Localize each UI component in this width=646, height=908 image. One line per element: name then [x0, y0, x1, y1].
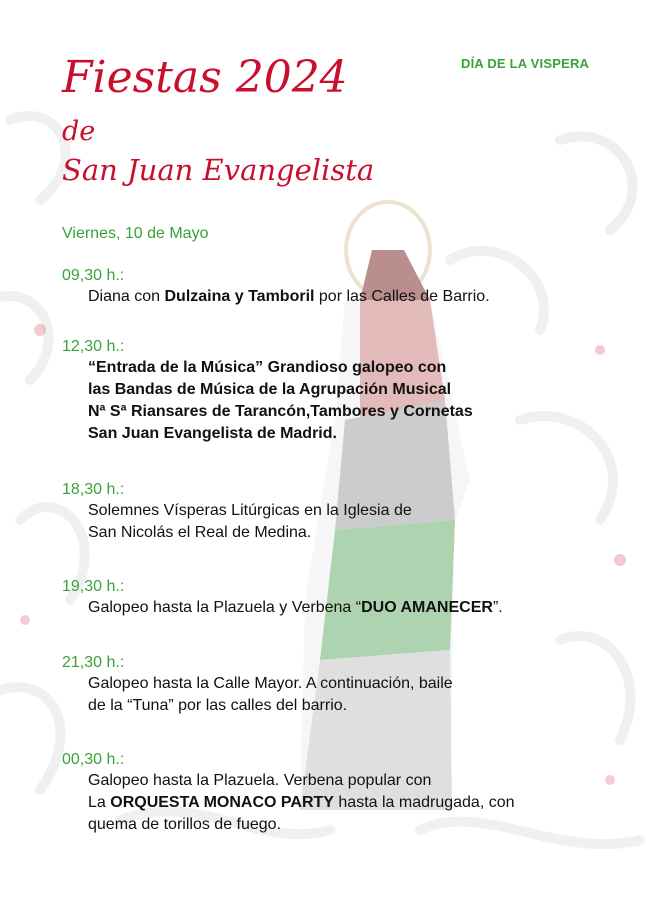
- event-time: 21,30 h.:: [62, 654, 125, 671]
- event-time: 12,30 h.:: [62, 338, 125, 355]
- description-text: de la “Tuna” por las calles del barrio.: [88, 697, 348, 714]
- description-text: San Juan Evangelista de Madrid.: [88, 425, 337, 442]
- description-line: [88, 522, 632, 544]
- description-text: Nª Sª Riansares de Tarancón,Tambores y Cornetas: [88, 403, 473, 420]
- event-time: 18,30 h.:: [62, 481, 125, 498]
- description-text: las Bandas de Música de la Agrupación Musical: [88, 381, 452, 398]
- event-1930: [62, 577, 632, 619]
- event-time: 00,30 h.:: [62, 751, 125, 768]
- event-description: [88, 357, 632, 445]
- description-line: [88, 814, 632, 836]
- event-description: [88, 673, 632, 717]
- highlighted-text: Dulzaina y Tamboril: [164, 288, 315, 305]
- event-description: [88, 500, 632, 544]
- description-line: [88, 379, 632, 401]
- description-text: La: [88, 794, 111, 811]
- highlighted-text: ORQUESTA MONACO PARTY: [110, 794, 334, 811]
- description-text: por las Calles de Barrio.: [314, 288, 490, 305]
- event-description: [88, 597, 632, 619]
- event-2130: [62, 653, 632, 717]
- description-text: Solemnes Vísperas Litúrgicas en la Iglesia de: [88, 502, 412, 519]
- description-text: Galopeo hasta la Plazuela y Verbena “: [88, 599, 362, 616]
- description-line: [88, 770, 632, 792]
- event-0930: [62, 266, 632, 308]
- description-line: [88, 673, 632, 695]
- event-description: [88, 770, 632, 836]
- event-1230: [62, 337, 632, 445]
- description-line: [88, 500, 632, 522]
- header-tag: DÍA DE LA VISPERA: [461, 56, 590, 71]
- description-line: [88, 286, 632, 308]
- description-line: [88, 695, 632, 717]
- title-line-3: San Juan Evangelista: [62, 153, 375, 187]
- description-text: ”.: [492, 599, 503, 616]
- description-line: [88, 423, 632, 445]
- description-text: quema de torillos de fuego.: [88, 816, 282, 833]
- event-1830: [62, 480, 632, 544]
- description-line: [88, 357, 632, 379]
- description-text: Galopeo hasta la Calle Mayor. A continuación, baile: [88, 675, 453, 692]
- description-text: “Entrada de la Música” Grandioso galopeo con: [88, 359, 447, 376]
- description-text: hasta la madrugada, con: [333, 794, 515, 811]
- highlighted-text: DUO AMANECER: [361, 599, 493, 616]
- event-description: [88, 286, 632, 308]
- description-line: [88, 597, 632, 619]
- title-line-1: Fiestas 2024: [62, 52, 348, 103]
- event-time: 19,30 h.:: [62, 578, 125, 595]
- description-text: Diana con: [88, 288, 165, 305]
- event-time: 09,30 h.:: [62, 267, 125, 284]
- title-line-2: de: [62, 116, 96, 147]
- event-0030: [62, 750, 632, 836]
- description-line: [88, 401, 632, 423]
- event-date: Viernes, 10 de Mayo: [62, 225, 209, 242]
- description-text: San Nicolás el Real de Medina.: [88, 524, 312, 541]
- description-line: [88, 792, 632, 814]
- description-text: Galopeo hasta la Plazuela. Verbena popular con: [88, 772, 432, 789]
